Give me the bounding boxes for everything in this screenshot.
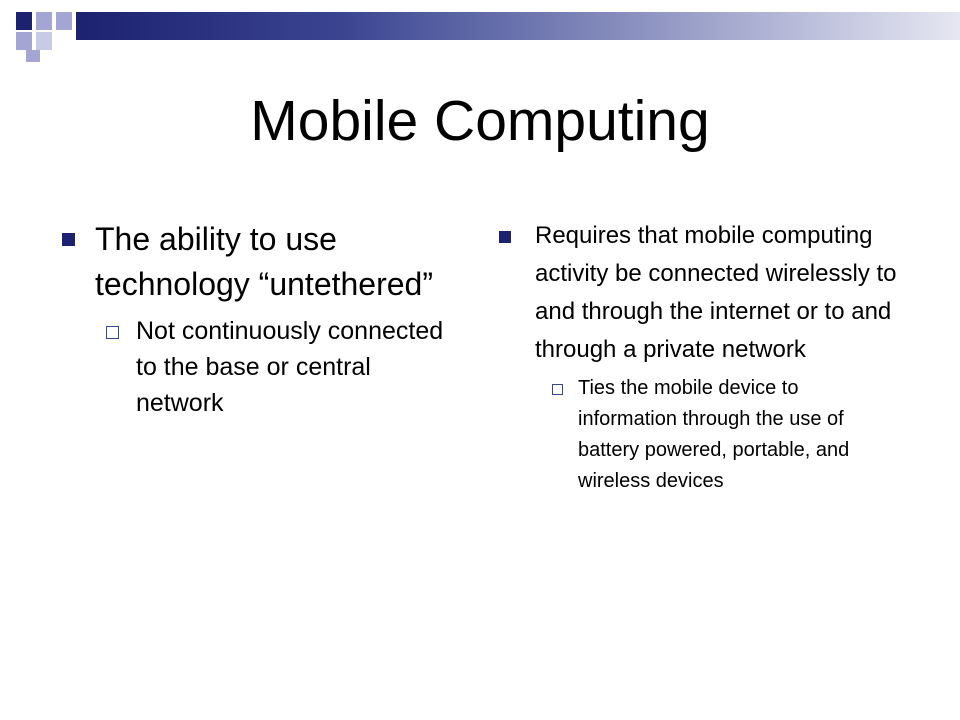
sub-bullet-item	[497, 373, 897, 497]
bullet-item	[497, 217, 897, 369]
slide-title: Mobile Computing	[250, 89, 710, 153]
decorative-square	[36, 12, 52, 30]
right-column	[497, 217, 897, 497]
sub-bullet-text: Not continuously connected to the base or central network	[136, 317, 444, 417]
hollow-square-bullet-icon	[552, 384, 563, 395]
sub-bullet-text: Ties the mobile device to information through the use of battery powered, portable, and wireless devices	[578, 377, 850, 492]
decorative-square	[16, 12, 32, 30]
filled-square-bullet-icon	[499, 231, 511, 243]
decorative-square	[16, 32, 32, 50]
left-column	[62, 217, 462, 421]
sub-bullet-item	[62, 313, 462, 421]
decorative-square	[26, 50, 40, 62]
header-gradient-band	[76, 12, 960, 40]
decorative-square	[36, 32, 52, 50]
bullet-item	[62, 217, 462, 307]
bullet-text: The ability to use technology “untethered”	[95, 221, 433, 302]
decorative-square	[56, 12, 72, 30]
filled-square-bullet-icon	[62, 233, 75, 246]
bullet-text: Requires that mobile computing activity be connected wirelessly to and through the internet or to and through a private network	[535, 222, 897, 363]
hollow-square-bullet-icon	[106, 326, 119, 339]
